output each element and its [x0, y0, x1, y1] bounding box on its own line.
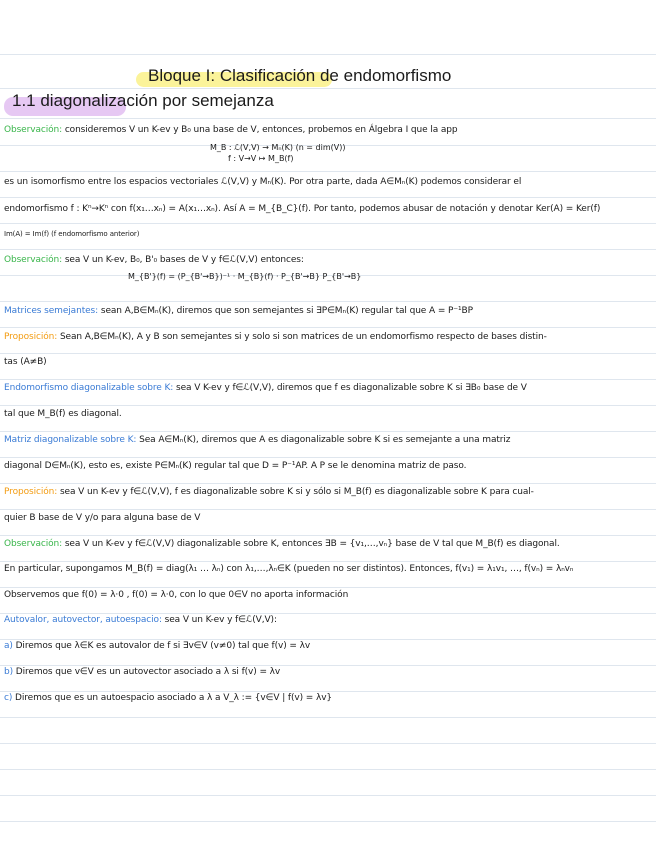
text-line: M_B : ℒ(V,V) → Mₙ(K) (n = dim(V)): [210, 143, 346, 152]
text-line: quier B base de V y/o para alguna base de V: [4, 513, 201, 523]
ruled-line: [0, 457, 656, 458]
text-line: Matriz diagonalizable sobre K: Sea A∈Mₙ(K), diremos que A es diagonalizable sobre K si es semejante a una matriz: [4, 435, 511, 445]
text-line: tal que M_B(f) es diagonal.: [4, 409, 122, 419]
ruled-line: [0, 353, 656, 354]
ruled-line: [0, 249, 656, 250]
text-line: Observación: sea V un K-ev, B₀, B'₀ bases de V y f∈ℒ(V,V) entonces:: [4, 255, 304, 265]
page-title: Bloque I: Clasificación de endomorfismo: [148, 66, 452, 85]
text-line: En particular, supongamos M_B(f) = diag(λ₁ … λₙ) con λ₁,…,λₙ∈K (pueden no ser distintos). Entonces, f(v₁) = λ₁v₁, …, f(vₙ) = λₙvₙ: [4, 564, 574, 574]
text-line: Matrices semejantes: sean A,B∈Mₙ(K), diremos que son semejantes si ∃P∈Mₙ(K) regular tal que A = P⁻¹BP: [4, 306, 473, 316]
text-line: Observemos que f(0) = λ·0 , f(0) = λ·0, con lo que 0∈V no aporta información: [4, 590, 349, 600]
ruled-line: [0, 821, 656, 822]
text-line: M_{B'}(f) = (P_{B'→B})⁻¹ · M_{B}(f) · P_{B'→B} P_{B'→B}: [128, 272, 362, 281]
ruled-line: [0, 691, 656, 692]
ruled-line: [0, 535, 656, 536]
ruled-line: [0, 431, 656, 432]
text-line: es un isomorfismo entre los espacios vectoriales ℒ(V,V) y Mₙ(K). Por otra parte, dada A∈Mₙ(K) podemos considerar el: [4, 177, 522, 187]
text-line: Observación: sea V un K-ev y f∈ℒ(V,V) diagonalizable sobre K, entonces ∃B = {v₁,…,vₙ} base de V tal que M_B(f) es diagonal.: [4, 539, 560, 549]
ruled-line: [0, 587, 656, 588]
ruled-line: [0, 223, 656, 224]
text-line: a) Diremos que λ∈K es autovalor de f si ∃v∈V (v≠0) tal que f(v) = λv: [4, 641, 311, 651]
text-line: Im(A) = Im(f) (f endomorfismo anterior): [4, 230, 140, 238]
ruled-line: [0, 405, 656, 406]
text-line: Endomorfismo diagonalizable sobre K: sea V K-ev y f∈ℒ(V,V), diremos que f es diagonalizable sobre K si ∃B₀ base de V: [4, 383, 527, 393]
ruled-line: [0, 88, 656, 89]
ruled-line: [0, 613, 656, 614]
text-line: b) Diremos que v∈V es un autovector asociado a λ si f(v) = λv: [4, 667, 281, 677]
ruled-line: [0, 301, 656, 302]
ruled-line: [0, 717, 656, 718]
ruled-line: [0, 327, 656, 328]
ruled-line: [0, 743, 656, 744]
text-line: Proposición: Sean A,B∈Mₙ(K), A y B son semejantes si y solo si son matrices de un endomorfismo respecto de bases distin-: [4, 332, 547, 342]
text-line: endomorfismo f : Kⁿ→Kⁿ con f(x₁…xₙ) = A(x₁…xₙ). Así A = M_{B_C}(f). Por tanto, podemos abusar de notación y denotar Ker(A) = Ker(f): [4, 204, 601, 214]
ruled-line: [0, 795, 656, 796]
ruled-line: [0, 197, 656, 198]
ruled-line: [0, 639, 656, 640]
text-line: tas (A≠B): [4, 357, 47, 367]
text-line: Autovalor, autovector, autoespacio: sea V un K-ev y f∈ℒ(V,V):: [4, 615, 277, 625]
section-heading: 1.1 diagonalización por semejanza: [12, 91, 274, 110]
ruled-line: [0, 118, 656, 119]
text-line: diagonal D∈Mₙ(K), esto es, existe P∈Mₙ(K) regular tal que D = P⁻¹AP. A P se le denomina matriz de paso.: [4, 461, 467, 471]
ruled-line: [0, 483, 656, 484]
ruled-line: [0, 769, 656, 770]
text-line: Proposición: sea V un K-ev y f∈ℒ(V,V), f es diagonalizable sobre K si y sólo si M_B(f) es diagonalizable sobre K para cual-: [4, 487, 534, 497]
ruled-line: [0, 509, 656, 510]
ruled-line: [0, 665, 656, 666]
text-line: f : V→V ↦ M_B(f): [228, 154, 294, 163]
text-line: Observación: consideremos V un K-ev y B₀ una base de V, entonces, probemos en Álgebra I que la app: [4, 125, 458, 135]
ruled-line: [0, 171, 656, 172]
ruled-line: [0, 379, 656, 380]
ruled-line: [0, 54, 656, 55]
text-line: c) Diremos que es un autoespacio asociado a λ a V_λ := {v∈V | f(v) = λv}: [4, 693, 333, 703]
ruled-line: [0, 561, 656, 562]
